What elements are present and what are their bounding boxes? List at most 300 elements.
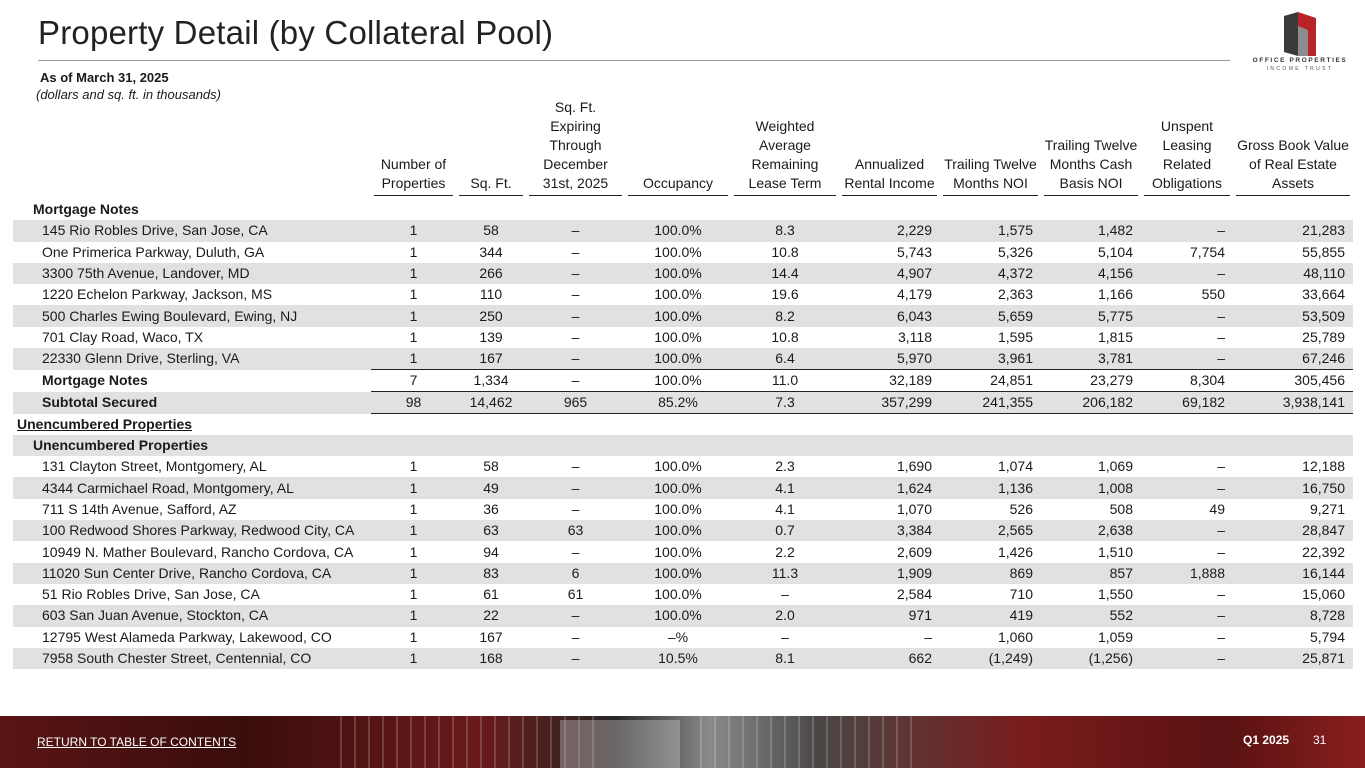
table-row	[13, 242, 1353, 263]
table-cell	[1041, 199, 1141, 220]
column-header	[371, 98, 456, 199]
table-cell: 8.3	[731, 220, 839, 241]
table-cell: 869	[940, 563, 1041, 584]
table-cell: 1	[409, 628, 418, 645]
table-cell: 5,743	[896, 243, 932, 260]
table-cell: 58	[456, 220, 526, 241]
table-row	[13, 541, 1353, 562]
table-cell: 10.8	[771, 243, 799, 260]
table-row	[13, 520, 1353, 541]
table-cell: –	[1141, 520, 1233, 541]
table-cell	[371, 414, 456, 435]
table-cell: 10.8	[771, 328, 799, 345]
property-name-cell: 603 San Juan Avenue, Stockton, CA	[13, 605, 371, 626]
table-cell: 48,110	[1233, 263, 1353, 284]
table-header-row	[13, 98, 1353, 199]
table-cell: 1,426	[997, 543, 1033, 560]
table-cell: –	[1141, 477, 1233, 498]
table-cell: 15,060	[1302, 586, 1345, 603]
table-cell: 94	[483, 543, 499, 560]
table-row	[13, 327, 1353, 348]
table-cell	[1141, 435, 1233, 456]
table-cell: 344	[479, 243, 503, 260]
property-name-cell: 7958 South Chester Street, Centennial, CO	[13, 648, 371, 669]
table-cell: 8,728	[1233, 605, 1353, 626]
table-cell: 100.0%	[625, 605, 731, 626]
logo-wordmark-line1: OFFICE PROPERTIES	[1252, 57, 1348, 64]
table-cell: 11.0	[731, 370, 839, 392]
table-cell: 63	[526, 520, 625, 541]
section-header-row	[13, 414, 1353, 435]
table-cell: 139	[479, 328, 503, 345]
table-cell: 4.1	[731, 477, 839, 498]
table-cell: 100.0%	[654, 543, 702, 560]
table-cell: 550	[1201, 286, 1225, 303]
table-cell: 33,664	[1302, 286, 1345, 303]
table-cell: 5,970	[839, 348, 940, 370]
table-cell	[1041, 414, 1141, 435]
units-note: (dollars and sq. ft. in thousands)	[36, 87, 221, 102]
table-cell: 58	[483, 458, 499, 475]
return-to-contents-link[interactable]: RETURN TO TABLE OF CONTENTS	[37, 735, 237, 749]
table-cell: 22	[456, 605, 526, 626]
company-logo-icon	[1284, 12, 1316, 56]
table-row	[13, 456, 1353, 477]
table-cell: 250	[456, 305, 526, 326]
table-cell: 11.3	[731, 563, 839, 584]
table-cell: 14.4	[731, 263, 839, 284]
table-cell: 36	[483, 500, 499, 517]
column-header-label: Gross Book Value of Real Estate Assets	[1236, 136, 1350, 196]
table-cell: 32,189	[839, 370, 940, 392]
table-cell: 1	[371, 520, 456, 541]
table-cell: –	[526, 370, 625, 392]
table-row	[13, 348, 1353, 370]
property-name-cell: Mortgage Notes	[42, 372, 148, 389]
table-cell: 53,509	[1233, 305, 1353, 326]
table-cell: 1,070	[896, 500, 932, 517]
table-cell: 100.0%	[625, 220, 731, 241]
table-cell: 971	[839, 605, 940, 626]
table-cell: 1,136	[940, 477, 1041, 498]
table-cell: –	[1141, 348, 1233, 370]
table-cell: –	[1141, 305, 1233, 326]
table-cell: 662	[839, 648, 940, 669]
property-name-cell: Mortgage Notes	[33, 201, 139, 218]
table-cell: –	[1217, 328, 1225, 345]
table-cell: –	[571, 543, 580, 560]
column-header-label: Annualized Rental Income	[842, 155, 937, 196]
table-cell	[731, 414, 839, 435]
table-cell: –	[571, 328, 580, 345]
table-cell: 7,754	[1189, 243, 1225, 260]
table-cell	[371, 199, 456, 220]
table-cell: 1	[371, 305, 456, 326]
table-cell: 67,246	[1233, 348, 1353, 370]
column-header	[1141, 98, 1233, 199]
column-header-label: Sq. Ft. Expiring Through December 31st, 2025	[529, 98, 622, 196]
table-cell: 965	[526, 392, 625, 414]
table-cell: 16,750	[1233, 477, 1353, 498]
table-cell: 1	[371, 477, 456, 498]
property-name-cell: One Primerica Parkway, Duluth, GA	[42, 243, 265, 260]
table-cell: –	[571, 628, 580, 645]
table-cell: 61	[483, 586, 499, 603]
footer-building-image	[700, 716, 920, 768]
table-cell: –	[1141, 648, 1233, 669]
table-cell: 10.5%	[625, 648, 731, 669]
table-cell: 2,229	[839, 220, 940, 241]
table-cell: 100.0%	[654, 500, 702, 517]
table-cell: 419	[940, 605, 1041, 626]
table-cell: –	[781, 586, 789, 603]
table-cell: 49	[456, 477, 526, 498]
column-header-label: Trailing Twelve Months Cash Basis NOI	[1044, 136, 1138, 196]
table-cell: 1,334	[456, 370, 526, 392]
column-header	[1233, 98, 1353, 199]
property-name-cell: Subtotal Secured	[13, 392, 371, 414]
table-cell: 1,690	[896, 458, 932, 475]
table-cell: –	[1141, 605, 1233, 626]
table-cell: 3,938,141	[1233, 392, 1353, 414]
table-cell: 23,279	[1041, 370, 1141, 392]
table-cell: 305,456	[1233, 370, 1353, 392]
table-cell: 2.0	[731, 605, 839, 626]
column-header	[625, 98, 731, 199]
table-cell	[1141, 414, 1233, 435]
table-cell: 1,069	[1097, 458, 1133, 475]
section-total-row	[13, 370, 1353, 392]
table-cell: 1	[409, 286, 418, 303]
property-name-cell: 100 Redwood Shores Parkway, Redwood City, CA	[13, 520, 371, 541]
table-cell: 100.0%	[625, 370, 731, 392]
table-cell: 25,871	[1233, 648, 1353, 669]
table-cell	[456, 414, 526, 435]
table-cell: –	[1217, 458, 1225, 475]
table-cell: –	[526, 605, 625, 626]
table-cell: 1,008	[1041, 477, 1141, 498]
table-cell: –	[526, 477, 625, 498]
table-cell	[839, 435, 940, 456]
table-cell: 100.0%	[625, 563, 731, 584]
table-cell: 22,392	[1302, 543, 1345, 560]
table-cell: 1	[409, 458, 418, 475]
table-cell	[1233, 199, 1353, 220]
table-cell: 5,794	[1309, 628, 1345, 645]
table-cell: 7	[371, 370, 456, 392]
table-cell	[1233, 435, 1353, 456]
table-cell: 2,609	[896, 543, 932, 560]
table-cell: 552	[1041, 605, 1141, 626]
table-cell	[839, 414, 940, 435]
page-title: Property Detail (by Collateral Pool)	[38, 14, 554, 51]
table-cell: 100.0%	[625, 263, 731, 284]
table-cell: 16,144	[1233, 563, 1353, 584]
table-cell: 28,847	[1233, 520, 1353, 541]
table-cell: 1	[371, 263, 456, 284]
table-cell: 4.1	[775, 500, 795, 517]
footer-building-image	[560, 720, 680, 768]
table-cell: 6	[526, 563, 625, 584]
table-cell: 63	[456, 520, 526, 541]
table-cell: (1,249)	[940, 648, 1041, 669]
table-cell: 83	[456, 563, 526, 584]
table-cell: 266	[456, 263, 526, 284]
table-cell: 4,372	[940, 263, 1041, 284]
table-cell: 8.1	[731, 648, 839, 669]
table-cell: 1	[409, 500, 418, 517]
table-cell: 6.4	[731, 348, 839, 370]
table-cell: 241,355	[940, 392, 1041, 414]
table-cell: 19.6	[771, 286, 799, 303]
table-body	[13, 199, 1353, 669]
table-cell: 2,584	[896, 586, 932, 603]
table-cell: 5,326	[997, 243, 1033, 260]
table-cell: 69,182	[1141, 392, 1233, 414]
table-cell: 1	[371, 605, 456, 626]
table-cell: 1,074	[997, 458, 1033, 475]
table-cell: 2,638	[1041, 520, 1141, 541]
table-cell: 1,510	[1097, 543, 1133, 560]
table-cell: –	[1217, 628, 1225, 645]
table-cell: 55,855	[1302, 243, 1345, 260]
table-cell	[526, 199, 625, 220]
property-name-cell: 500 Charles Ewing Boulevard, Ewing, NJ	[13, 305, 371, 326]
table-cell: –	[571, 458, 580, 475]
table-cell: –	[1217, 543, 1225, 560]
table-cell: 2.2	[775, 543, 795, 560]
table-cell: 1,815	[1097, 328, 1133, 345]
table-cell: 6,043	[839, 305, 940, 326]
table-cell: –	[526, 220, 625, 241]
table-cell: 1	[371, 348, 456, 370]
table-cell: 710	[1009, 586, 1033, 603]
table-cell: 24,851	[940, 370, 1041, 392]
table-cell: 21,283	[1233, 220, 1353, 241]
table-cell: 0.7	[731, 520, 839, 541]
title-divider	[38, 60, 1230, 61]
table-cell: 100.0%	[654, 328, 702, 345]
table-cell: (1,256)	[1041, 648, 1141, 669]
table-cell: 3,961	[940, 348, 1041, 370]
table-row	[13, 284, 1353, 305]
as-of-date: As of March 31, 2025	[40, 70, 169, 85]
table-cell: 1,909	[839, 563, 940, 584]
table-cell: 1,060	[997, 628, 1033, 645]
table-cell: 1,624	[839, 477, 940, 498]
table-row	[13, 305, 1353, 326]
table-cell: 1,575	[940, 220, 1041, 241]
table-cell	[731, 199, 839, 220]
property-name-cell: 10949 N. Mather Boulevard, Rancho Cordova, CA	[42, 543, 354, 560]
table-cell	[625, 414, 731, 435]
table-cell: 1,550	[1097, 586, 1133, 603]
table-cell: –	[1141, 220, 1233, 241]
table-cell: 8.2	[731, 305, 839, 326]
table-cell: –	[571, 286, 580, 303]
table-cell: 1	[409, 328, 418, 345]
page-number: 31	[1313, 733, 1327, 747]
company-logo	[1240, 12, 1360, 74]
property-name-cell: 711 S 14th Avenue, Safford, AZ	[42, 500, 237, 517]
table-cell: 1,595	[997, 328, 1033, 345]
table-cell: –	[526, 348, 625, 370]
subtotal-row	[13, 392, 1353, 414]
table-row	[13, 584, 1353, 605]
table-cell: 100.0%	[625, 477, 731, 498]
table-cell: 1,482	[1041, 220, 1141, 241]
table-cell	[456, 435, 526, 456]
table-cell: 526	[1009, 500, 1033, 517]
column-header	[839, 98, 940, 199]
table-cell: 5,104	[1097, 243, 1133, 260]
column-header	[940, 98, 1041, 199]
property-name-cell: 145 Rio Robles Drive, San Jose, CA	[13, 220, 371, 241]
table-cell	[940, 435, 1041, 456]
table-cell: 4,156	[1041, 263, 1141, 284]
table-cell: –	[571, 500, 580, 517]
table-row	[13, 220, 1353, 241]
property-name-cell: Unencumbered Properties	[13, 435, 371, 456]
table-cell: 110	[479, 286, 503, 303]
table-row	[13, 263, 1353, 284]
table-cell: 49	[1209, 500, 1225, 517]
column-header-label: Trailing Twelve Months NOI	[943, 155, 1038, 196]
column-header-label: Occupancy	[628, 174, 728, 196]
column-header-label: Number of Properties	[374, 155, 453, 196]
table-cell: –	[571, 243, 580, 260]
table-cell: –%	[667, 628, 689, 645]
table-cell: 1	[409, 543, 418, 560]
column-header-property	[13, 98, 371, 199]
table-cell: 857	[1041, 563, 1141, 584]
table-cell: 508	[1109, 500, 1133, 517]
table-cell	[839, 199, 940, 220]
property-name-cell: 4344 Carmichael Road, Montgomery, AL	[13, 477, 371, 498]
table-cell: 1	[409, 586, 418, 603]
table-cell: 100.0%	[654, 458, 702, 475]
section-header-row	[13, 199, 1353, 220]
table-cell: 1	[371, 220, 456, 241]
table-cell: 8,304	[1141, 370, 1233, 392]
table-cell: 14,462	[456, 392, 526, 414]
property-detail-table	[13, 98, 1353, 669]
logo-wordmark-line2: INCOME TRUST	[1266, 66, 1334, 72]
section-header-row	[13, 435, 1353, 456]
table-cell: 7.3	[731, 392, 839, 414]
table-cell: 25,789	[1302, 328, 1345, 345]
property-name-cell: Unencumbered Properties	[17, 415, 193, 432]
table-cell: 357,299	[839, 392, 940, 414]
table-cell	[940, 199, 1041, 220]
table-cell: 3,118	[898, 328, 932, 345]
table-cell: 1,888	[1141, 563, 1233, 584]
table-cell: 100.0%	[654, 243, 702, 260]
table-cell: –	[781, 628, 789, 645]
table-cell: –	[526, 305, 625, 326]
table-row	[13, 605, 1353, 626]
table-cell: 4,907	[839, 263, 940, 284]
table-cell: 1	[371, 648, 456, 669]
table-cell: 12,188	[1302, 458, 1345, 475]
table-cell: –	[526, 263, 625, 284]
table-cell: –	[526, 648, 625, 669]
table-cell: 98	[371, 392, 456, 414]
table-cell: 1,166	[1097, 286, 1133, 303]
table-cell: 206,182	[1041, 392, 1141, 414]
property-name-cell: 11020 Sun Center Drive, Rancho Cordova, CA	[13, 563, 371, 584]
table-cell: 100.0%	[654, 586, 702, 603]
table-cell	[1041, 435, 1141, 456]
table-cell	[625, 435, 731, 456]
table-cell	[731, 435, 839, 456]
table-row	[13, 627, 1353, 648]
table-cell: 2,363	[997, 286, 1033, 303]
property-name-cell: 131 Clayton Street, Montgomery, AL	[42, 458, 267, 475]
table-cell	[1233, 414, 1353, 435]
table-cell	[456, 199, 526, 220]
table-cell	[625, 199, 731, 220]
table-cell	[526, 435, 625, 456]
table-cell: –	[1141, 263, 1233, 284]
table-cell	[1141, 199, 1233, 220]
column-header-label: Sq. Ft.	[459, 174, 523, 196]
table-cell: 4,179	[896, 286, 932, 303]
table-cell: 1	[371, 563, 456, 584]
table-cell	[371, 435, 456, 456]
table-cell: 167	[456, 348, 526, 370]
property-name-cell: 701 Clay Road, Waco, TX	[42, 328, 204, 345]
column-header	[526, 98, 625, 199]
table-cell: 1,059	[1097, 628, 1133, 645]
column-header	[456, 98, 526, 199]
property-name-cell: 51 Rio Robles Drive, San Jose, CA	[42, 586, 260, 603]
table-cell: 5,659	[940, 305, 1041, 326]
table-cell	[940, 414, 1041, 435]
column-header	[1041, 98, 1141, 199]
table-cell: 1	[409, 243, 418, 260]
table-row	[13, 563, 1353, 584]
table-row	[13, 648, 1353, 669]
quarter-label: Q1 2025	[1243, 733, 1290, 747]
column-header	[731, 98, 839, 199]
table-cell: 61	[567, 586, 584, 603]
table-cell: 3,384	[839, 520, 940, 541]
property-name-cell: 12795 West Alameda Parkway, Lakewood, CO	[42, 628, 332, 645]
table-cell: –	[1217, 586, 1225, 603]
property-name-cell: 1220 Echelon Parkway, Jackson, MS	[42, 286, 273, 303]
table-cell: 85.2%	[625, 392, 731, 414]
table-cell: 2,565	[940, 520, 1041, 541]
table-cell: 100.0%	[625, 520, 731, 541]
table-cell: 100.0%	[625, 348, 731, 370]
column-header-label: Unspent Leasing Related Obligations	[1144, 117, 1230, 196]
property-name-cell: 3300 75th Avenue, Landover, MD	[13, 263, 371, 284]
table-cell: 100.0%	[625, 305, 731, 326]
table-row	[13, 499, 1353, 520]
column-header-label: Weighted Average Remaining Lease Term	[734, 117, 836, 196]
table-cell: 168	[456, 648, 526, 669]
table-cell: 167	[479, 628, 503, 645]
table-cell: –	[924, 628, 932, 645]
table-cell: 9,271	[1309, 500, 1345, 517]
table-cell: 3,781	[1041, 348, 1141, 370]
table-row	[13, 477, 1353, 498]
table-cell	[526, 414, 625, 435]
table-cell: 5,775	[1041, 305, 1141, 326]
table-cell: 2.3	[775, 458, 795, 475]
property-name-cell: 22330 Glenn Drive, Sterling, VA	[13, 348, 371, 370]
